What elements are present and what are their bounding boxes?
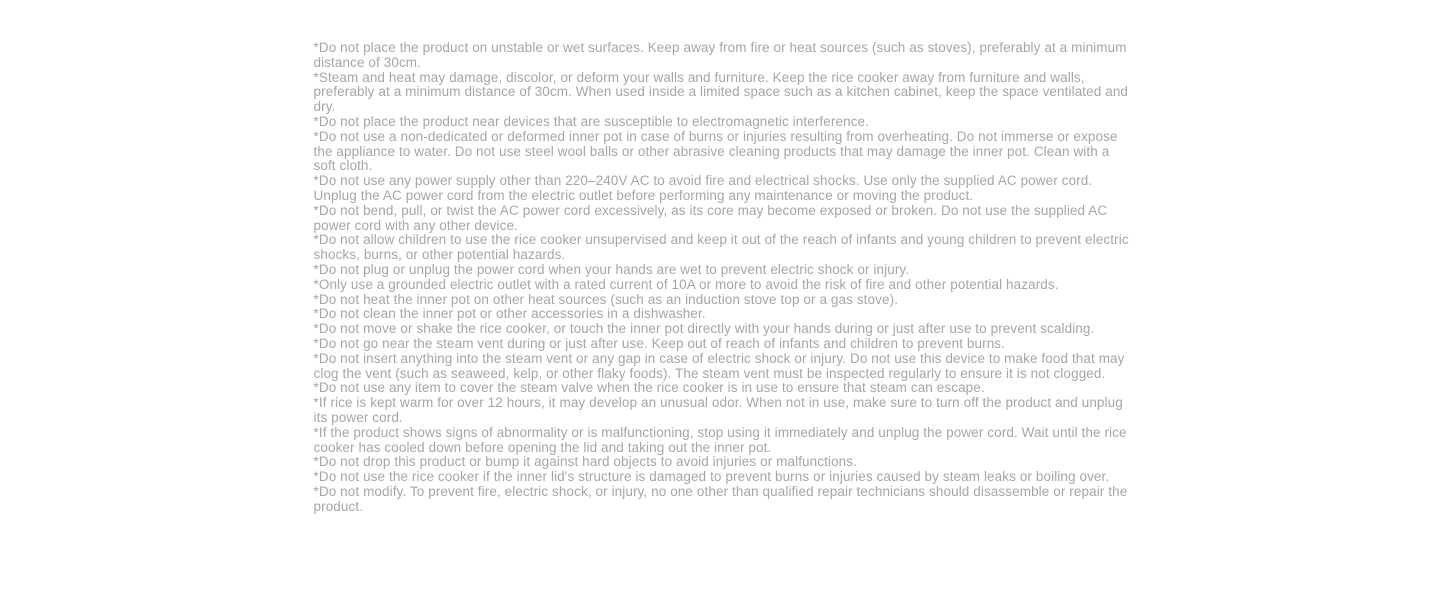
safety-instruction-item: *Do not use any power supply other than 220–240V AC to avoid fire and electrical shocks. Use only the supplied AC power cord. Unplug the AC power cord from the electric outlet before performing any maintenance or moving the product. <box>313 173 1093 203</box>
safety-instructions-document <box>314 0 1132 515</box>
safety-instruction-item: *Only use a grounded electric outlet with a rated current of 10A or more to avoid the risk of fire and other potential hazards. <box>313 276 1059 292</box>
safety-instruction-item: *Do not place the product on unstable or wet surfaces. Keep away from fire or heat sources (such as stoves), preferably at a minimum distance of 30cm. <box>313 40 1127 70</box>
safety-instruction-item: *Do not bend, pull, or twist the AC power cord excessively, as its core may become exposed or broken. Do not use the supplied AC power cord with any other device. <box>313 202 1108 233</box>
safety-instruction-item: *Steam and heat may damage, discolor, or deform your walls and furniture. Keep the rice cooker away from furniture and walls, preferably at a minimum distance of 30cm. When used inside a limited space such as a kitchen cabinet, keep the space ventilated and dry. <box>313 69 1129 115</box>
safety-instruction-item: *Do not use any item to cover the steam valve when the rice cooker is in use to ensure that steam can escape. <box>313 380 985 396</box>
safety-instruction-item: *Do not clean the inner pot or other accessories in a dishwasher. <box>313 306 706 322</box>
safety-instruction-item: *Do not drop this product or bump it against hard objects to avoid injuries or malfunctions. <box>313 454 857 470</box>
safety-instruction-item: *If rice is kept warm for over 12 hours, it may develop an unusual odor. When not in use, make sure to turn off the product and unplug its power cord. <box>313 395 1123 425</box>
safety-instruction-item: *Do not use a non-dedicated or deformed inner pot in case of burns or injuries resulting from overheating. Do not immerse or expose the appliance to water. Do not use steel wool balls or other abrasive cleaning products that may damage the inner pot. Clean with a soft cloth. <box>313 128 1118 174</box>
safety-instruction-item: *Do not plug or unplug the power cord when your hands are wet to prevent electric shock or injury. <box>313 261 910 277</box>
safety-instruction-item: *Do not move or shake the rice cooker, or touch the inner pot directly with your hands during or just after use to prevent scalding. <box>313 321 1095 337</box>
safety-instruction-item: *Do not go near the steam vent during or just after use. Keep out of reach of infants and children to prevent burns. <box>313 335 1006 351</box>
safety-instruction-item: *Do not modify. To prevent fire, electric shock, or injury, no one other than qualified repair technicians should disassemble or repair the product. <box>313 483 1128 514</box>
safety-instruction-item: *Do not heat the inner pot on other heat sources (such as an induction stove top or a gas stove). <box>313 291 899 307</box>
safety-instruction-item: *If the product shows signs of abnormality or is malfunctioning, stop using it immediately and unplug the power cord. Wait until the rice cooker has cooled down before opening the lid and taking out the inner pot. <box>313 424 1127 455</box>
safety-instruction-item: *Do not allow children to use the rice cooker unsupervised and keep it out of the reach of infants and young children to prevent electric shocks, burns, or other potential hazards. <box>313 232 1129 263</box>
safety-instruction-item: *Do not insert anything into the steam vent or any gap in case of electric shock or injury. Do not use this device to make food that may clog the vent (such as seaweed, kelp, or other flaky foods). The steam vent must be inspected regularly to ensure it is not clogged. <box>313 350 1125 381</box>
safety-instruction-item: *Do not use the rice cooker if the inner lid's structure is damaged to prevent burns or injuries caused by steam leaks or boiling over. <box>313 469 1110 485</box>
safety-instruction-item: *Do not place the product near devices that are susceptible to electromagnetic interference. <box>313 113 870 129</box>
